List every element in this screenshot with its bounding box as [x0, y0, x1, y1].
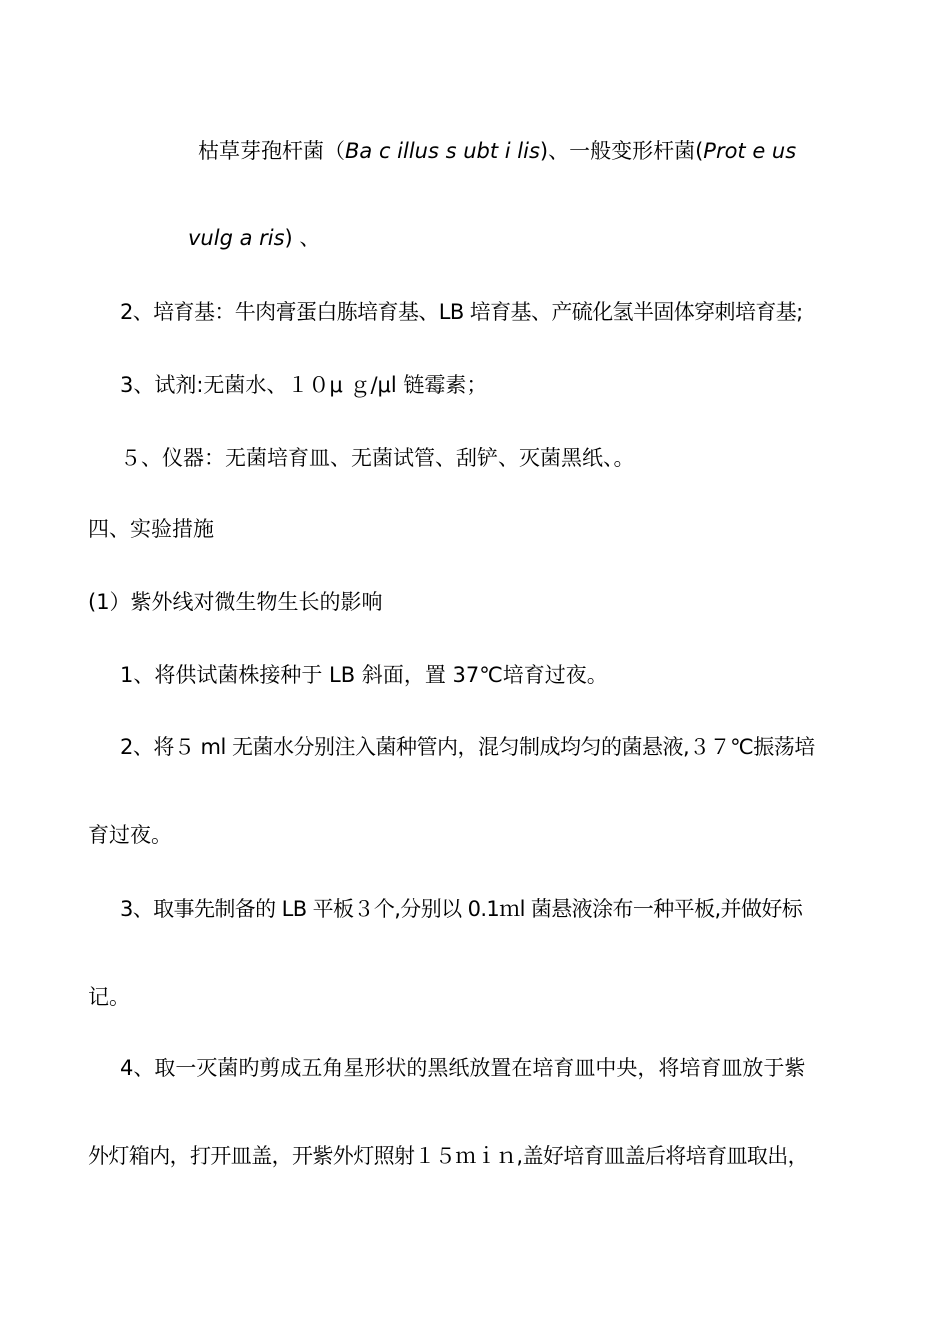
- text-line-14: 外灯箱内，打开皿盖，开紫外灯照射１５ｍｉｎ,盖好培育皿盖后将培育皿取出，: [88, 1144, 809, 1168]
- latin-name-proteus: Prot e us: [703, 139, 797, 163]
- text-line-9: 2、将５ ml 无菌水分别注入菌种管内，混匀制成均匀的菌悬液,３７℃振荡培: [120, 735, 815, 759]
- text-line-2: [188, 223, 320, 253]
- text-span: )、一般变形杆菌(: [539, 139, 704, 163]
- text-line-13: 4、取一灭菌旳剪成五角星形状的黑纸放置在培育皿中央，将培育皿放于紫: [120, 1056, 806, 1080]
- text-line-3: 2、培育基：牛肉膏蛋白胨培育基、LB 培育基、产硫化氢半固体穿刺培育基;: [120, 300, 803, 324]
- section-heading: 四、实验措施: [88, 517, 214, 541]
- subsection-heading: (1）紫外线对微生物生长的影响: [88, 590, 383, 614]
- text-line-1: [198, 136, 796, 166]
- text-line-11: 3、取事先制备的 LB 平板３个,分别以 0.1ｍl 菌悬液涂布一种平板,并做好标: [120, 897, 803, 921]
- latin-name-bacillus: Ba c illus s ubt i lis: [345, 139, 540, 163]
- text-line-12: 记。: [88, 985, 130, 1009]
- text-span: ) 、: [284, 226, 321, 250]
- text-line-10: 育过夜。: [88, 823, 172, 847]
- latin-name-vulgaris: vulg a ris: [188, 226, 285, 250]
- text-line-8: 1、将供试菌株接种于 LB 斜面，置 37℃培育过夜。: [120, 663, 608, 687]
- text-line-4: 3、试剂:无菌水、１０μ ｇ/μl 链霉素；: [120, 373, 488, 397]
- text-line-5: ５、仪器：无菌培育皿、无菌试管、刮铲、灭菌黑纸、。: [120, 446, 635, 470]
- text-span: 枯草芽孢杆菌（: [198, 139, 345, 163]
